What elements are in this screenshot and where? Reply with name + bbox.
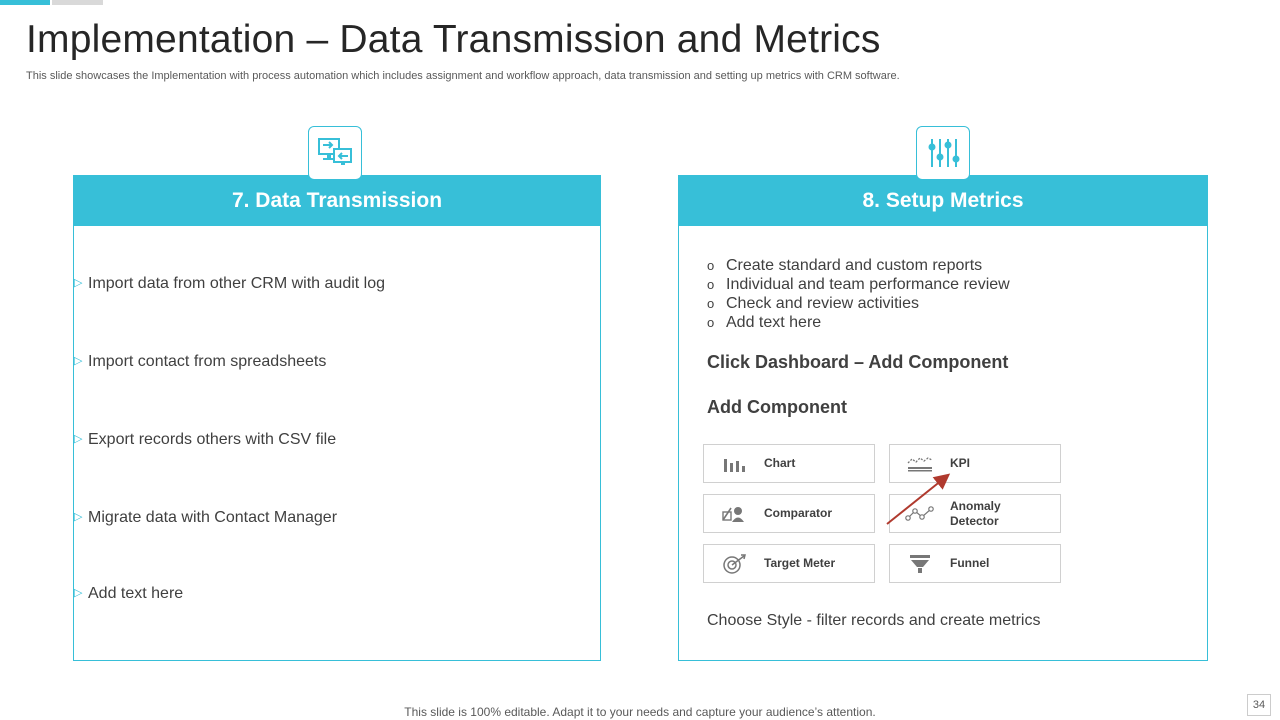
target-icon: [704, 554, 764, 574]
slide-footer: This slide is 100% editable. Adapt it to your needs and capture your audience’s attention.: [404, 705, 876, 719]
slide-title: Implementation – Data Transmission and Metrics: [26, 18, 881, 61]
page-number: 34: [1247, 694, 1271, 716]
circle-bullet-icon: o: [707, 258, 715, 273]
list-item: ▷ Migrate data with Contact Manager: [74, 509, 338, 526]
metrics-list: [707, 256, 1010, 332]
list-item: ▷ Add text here: [74, 585, 184, 602]
list-item: o Create standard and custom reports: [707, 257, 983, 274]
bullet-triangle-icon: ▷: [74, 587, 83, 599]
bullet-triangle-icon: ▷: [74, 433, 83, 445]
funnel-icon: [890, 555, 950, 573]
list-item: o Add text here: [707, 314, 822, 331]
accent-bar: [0, 0, 50, 5]
accent-bar-gray: [52, 0, 103, 5]
data-transfer-icon: [308, 126, 362, 180]
component-comparator[interactable]: Comparator: [703, 494, 875, 533]
bullet-triangle-icon: ▷: [74, 355, 83, 367]
list-item: ▷ Import contact from spreadsheets: [74, 353, 327, 370]
list-item: ▷ Import data from other CRM with audit log: [74, 275, 386, 292]
step-add-component: Add Component: [707, 397, 847, 417]
list-item: ▷ Export records others with CSV file: [74, 431, 337, 448]
component-target-meter[interactable]: Target Meter: [703, 544, 875, 583]
comparator-icon: [704, 504, 764, 524]
circle-bullet-icon: o: [707, 296, 715, 311]
step-dashboard: Click Dashboard – Add Component: [707, 352, 1009, 372]
list-item: o Check and review activities: [707, 295, 919, 312]
anomaly-icon: [890, 506, 950, 522]
bullet-triangle-icon: ▷: [74, 511, 83, 523]
bullet-triangle-icon: ▷: [74, 277, 83, 289]
circle-bullet-icon: o: [707, 315, 715, 330]
panel-heading: 7. Data Transmission: [73, 175, 601, 226]
setup-metrics-panel: [678, 175, 1208, 661]
component-funnel[interactable]: Funnel: [889, 544, 1061, 583]
list-item: o Individual and team performance review: [707, 276, 1010, 293]
data-transmission-panel: [73, 175, 601, 661]
panel-heading: 8. Setup Metrics: [678, 175, 1208, 226]
sliders-icon: [916, 126, 970, 180]
component-chart[interactable]: Chart: [703, 444, 875, 483]
choose-style-text: Choose Style - filter records and create metrics: [707, 612, 1041, 629]
bar-chart-icon: [704, 456, 764, 472]
kpi-icon: [890, 456, 950, 472]
component-picker: [703, 444, 1063, 584]
component-anomaly-detector[interactable]: Anomaly Detector: [889, 494, 1061, 533]
circle-bullet-icon: o: [707, 277, 715, 292]
component-kpi[interactable]: KPI: [889, 444, 1061, 483]
slide-subtitle: This slide showcases the Implementation with process automation which includes assignment and workflow approach, data transmission and setting up metrics with CRM software.: [26, 70, 900, 82]
